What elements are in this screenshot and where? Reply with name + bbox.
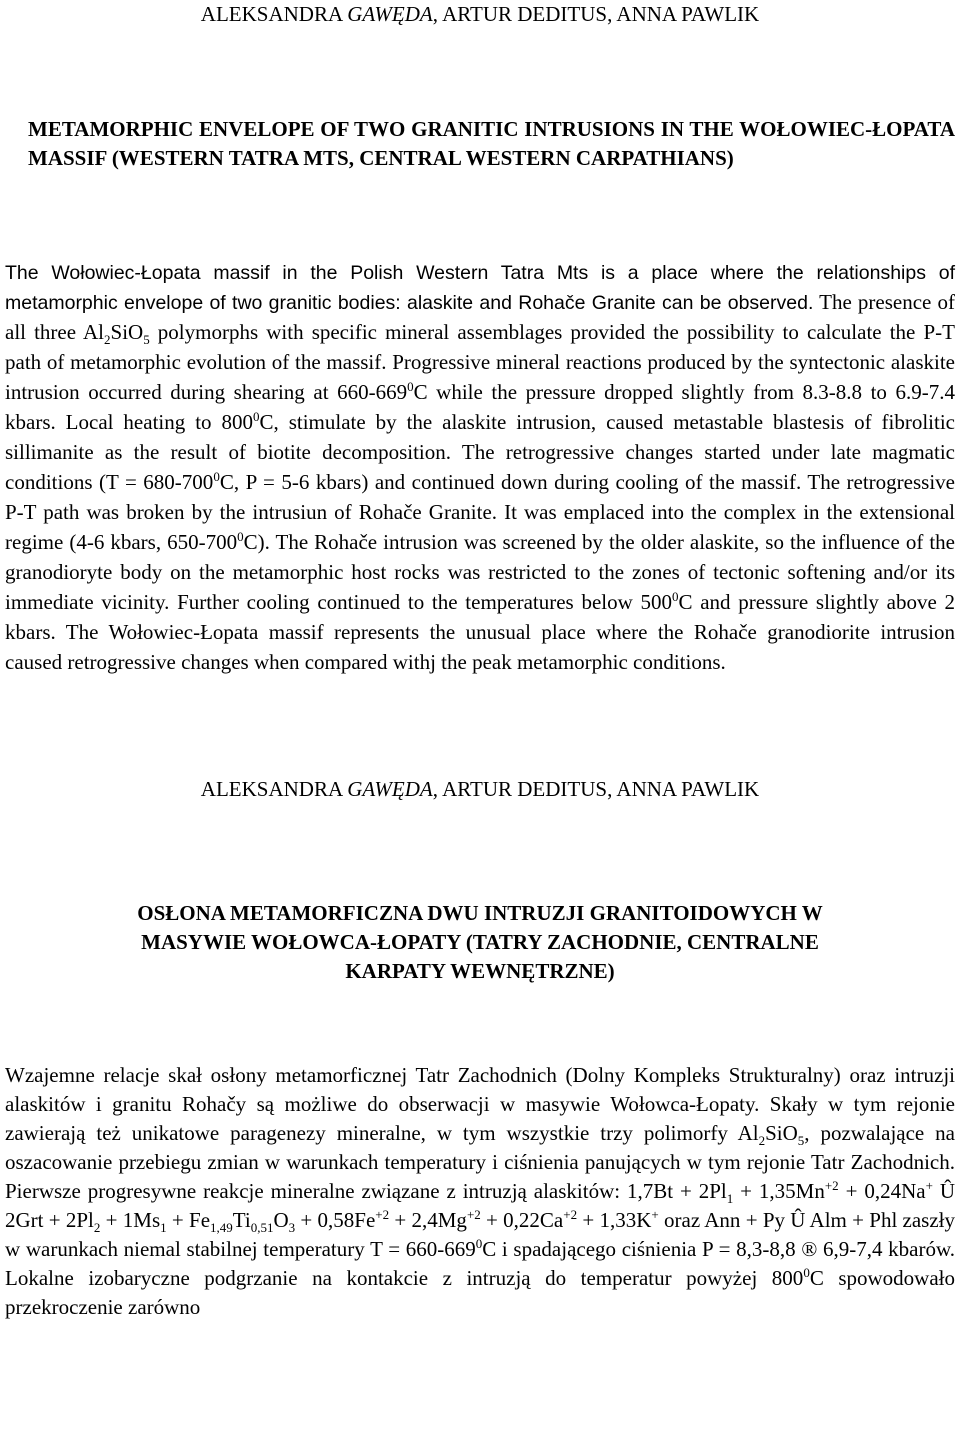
- authors-en: ALEKSANDRA GAWĘDA, ARTUR DEDITUS, ANNA PAWLIK: [200, 2, 760, 26]
- author-italic: GAWĘDA: [347, 2, 433, 26]
- title-pl: OSŁONA METAMORFICZNA DWU INTRUZJI GRANITOIDOWYCH W MASYWIE WOŁOWCA-ŁOPATY (TATRY ZACHODNIE, CENTRALNE KARPATY WEWNĘTRZNE): [137, 901, 823, 983]
- abstract-pl: Wzajemne relacje skał osłony metamorficznej Tatr Zachodnich (Dolny Kompleks Strukturalny) oraz intruzji alaskitów i granitu Rohačy są możliwe do obserwacji w masywie Wołowca-Łopaty. Skały w tym rejonie zawierają też unikatowe paragenezy mineralne, w tym wszystkie trzy polimorfy $Al_2SiO_5$, pozwalające na oszacowanie przebiegu zmian w warunkach temperatury i ciśnienia panujących w tym rejonie Tatr Zachodnich. Pierwsze progresywne reakcje mineralne związane z intruzją alaskitów: $1,7Bt + 2Pl_1 + 1,35Mn^{+2} + 0,24Na^+$ Û $2Grt + 2Pl_2 + 1Ms_1 + Fe_{1,49}Ti_{0,51}O_3 + 0,58Fe^{+2} + 2,4Mg^{+2} + 0,22Ca^{+2} + 1,33K^+$ oraz Ann + Py Û Alm + Phl zaszły w warunkach niemal stabilnej temperatury $T = 660-669^0C$ i spadającego ciśnienia P = 8,3-8,8 ® 6,9-7,4 kbarów. Lokalne izobaryczne podgrzanie na kontakcie z intruzją do temperatur powyżej $800^0C$ spowodowało przekroczenie zarówno: [5, 1063, 956, 1319]
- abstract-en: The Wołowiec-Łopata massif in the Polish Western Tatra Mts is a place where the relationships of metamorphic envelope of two granitic bodies: alaskite and Rohače Granite can be observed. The presence of all three $Al_2SiO_5$ polymorphs with specific mineral assemblages provided the possibility to calculate the P-T path of metamorphic evolution of the massif. Progressive mineral reactions produced by the syntectonic alaskite intrusion occurred during shearing at $660-669^0C$ while the pressure dropped slightly from 8.3-8.8 to 6.9-7.4 kbars. Local heating to $800^0C$, stimulate by the alaskite intrusion, caused metastable blastesis of fibrolitic sillimanite as the result of biotite decomposition. The retrogressive changes started under late magmatic conditions ($T = 680-700^0C$, P = 5-6 kbars) and continued down during cooling of the massif. The retrogressive P-T path was broken by the intrusiun of Rohače Granite. It was emplaced into the complex in the extensional regime (4-6 kbars, $650-700^0C$). The Rohače intrusion was screened by the older alaskite, so the influence of the granodioryte body on the metamorphic host rocks was restricted to the zones of tectonic softening and/or its immediate vicinity. Further cooling continued to the temperatures below $500^0C$ and pressure slightly above 2 kbars. The Wołowiec-Łopata massif represents the unusual place where the Rohače granodiorite intrusion caused retrogressive changes when compared withj the peak metamorphic conditions.: [5, 262, 956, 674]
- authors-pl: ALEKSANDRA GAWĘDA, ARTUR DEDITUS, ANNA PAWLIK: [200, 777, 760, 801]
- title-en: METAMORPHIC ENVELOPE OF TWO GRANITIC INTRUSIONS IN THE WOŁOWIEC-ŁOPATA MASSIF (WESTERN TATRA MTS, CENTRAL WESTERN CARPATHIANS): [28, 117, 955, 170]
- author-italic: GAWĘDA: [347, 777, 433, 801]
